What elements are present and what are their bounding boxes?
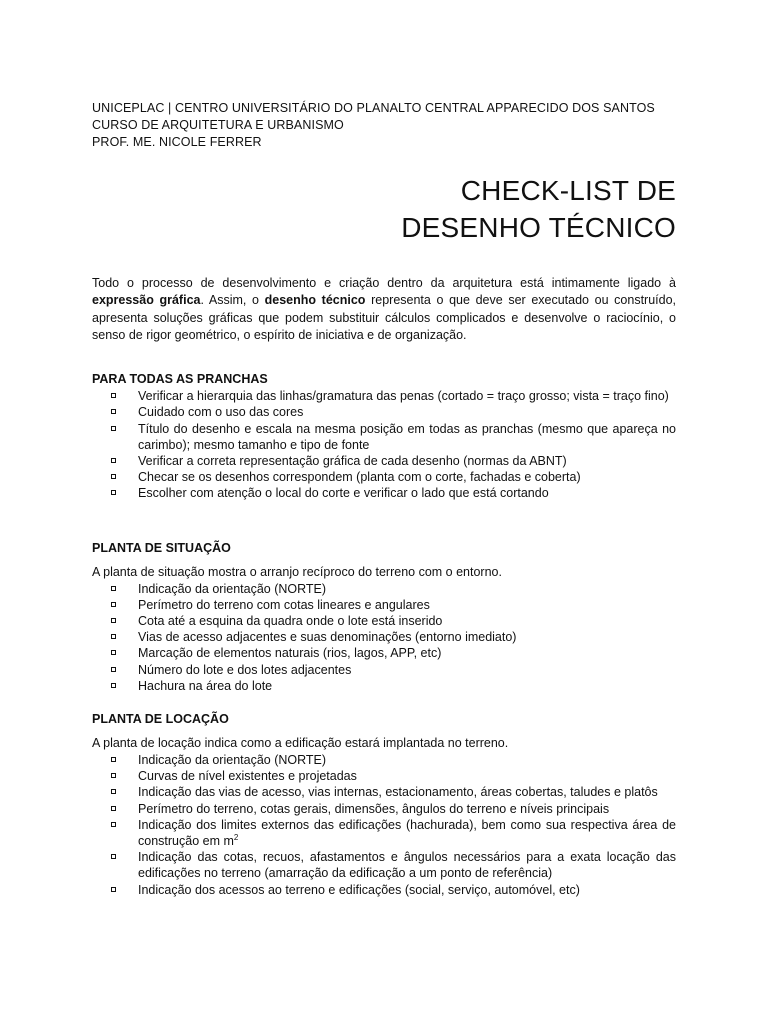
list-item-text: Número do lote e dos lotes adjacentes <box>138 662 352 677</box>
checkbox-icon <box>111 634 116 639</box>
list-item-text: Cuidado com o uso das cores <box>138 405 304 420</box>
section-heading-planta-locacao: PLANTA DE LOCAÇÃO <box>92 712 229 727</box>
list-item <box>92 849 676 881</box>
checkbox-icon <box>111 602 116 607</box>
list-item-text: Marcação de elementos naturais (rios, lagos, APP, etc) <box>138 646 442 661</box>
list-item-text: Cota até a esquina da quadra onde o lote está inserido <box>138 614 443 629</box>
title-line-2: DESENHO TÉCNICO <box>401 212 676 243</box>
checkbox-icon <box>111 650 116 655</box>
list-item-text: Perímetro do terreno, cotas gerais, dimensões, ângulos do terreno e níveis principais <box>138 801 610 816</box>
list-item <box>92 784 676 800</box>
list-item-text: Hachura na área do lote <box>138 678 273 693</box>
checkbox-icon <box>111 490 116 495</box>
intro-bold-2: desenho técnico <box>264 293 366 308</box>
checkbox-icon <box>111 789 116 794</box>
checkbox-icon <box>111 458 116 463</box>
list-item-text: Indicação da orientação (NORTE) <box>138 753 327 768</box>
checkbox-icon <box>111 618 116 623</box>
checkbox-icon <box>111 773 116 778</box>
header-professor: PROF. ME. NICOLE FERRER <box>92 135 262 149</box>
checklist-planta-locacao <box>92 752 676 898</box>
header-course: CURSO DE ARQUITETURA E URBANISMO <box>92 118 344 132</box>
list-item-text: Indicação da orientação (NORTE) <box>138 581 327 596</box>
checklist-todas-pranchas <box>92 388 676 501</box>
list-item <box>92 597 676 613</box>
section-heading-todas-pranchas: PARA TODAS AS PRANCHAS <box>92 372 268 387</box>
title-line-1: CHECK-LIST DE <box>460 175 676 206</box>
list-item <box>92 629 676 645</box>
list-item-text: Indicação das cotas, recuos, afastamentos e ângulos necessários para a exata locação das edificações no terreno (amarração da edificação a um ponto de referência) <box>138 850 676 881</box>
section-description-planta-situacao: A planta de situação mostra o arranjo recíproco do terreno com o entorno. <box>92 564 502 579</box>
superscript-squared: 2 <box>233 832 239 842</box>
checklist-planta-situacao <box>92 581 676 694</box>
list-item-text: Escolher com atenção o local do corte e verificar o lado que está cortando <box>138 486 549 501</box>
list-item <box>92 469 676 485</box>
checkbox-icon <box>111 426 116 431</box>
intro-bold-1: expressão gráfica <box>92 293 201 308</box>
checkbox-icon <box>111 409 116 414</box>
document-title <box>92 172 676 246</box>
list-item <box>92 645 676 661</box>
list-item-text: Perímetro do terreno com cotas lineares e angulares <box>138 597 430 612</box>
checkbox-icon <box>111 822 116 827</box>
list-item <box>92 882 676 898</box>
list-item-text: Indicação dos limites externos das edificações (hachurada), bem como sua respectiva área de construção em m <box>138 817 676 849</box>
checkbox-icon <box>111 887 116 892</box>
intro-text-2: . Assim, o <box>200 293 265 308</box>
list-item <box>92 801 676 817</box>
list-item <box>92 817 676 849</box>
checkbox-icon <box>111 393 116 398</box>
checkbox-icon <box>111 757 116 762</box>
list-item <box>92 485 676 501</box>
list-item-text: Verificar a hierarquia das linhas/gramatura das penas (cortado = traço grosso; vista = traço fino) <box>138 389 669 404</box>
list-item-text: Indicação das vias de acesso, vias internas, estacionamento, áreas cobertas, taludes e platôs <box>138 785 658 800</box>
header-institution: UNICEPLAC | CENTRO UNIVERSITÁRIO DO PLANALTO CENTRAL APPARECIDO DOS SANTOS <box>92 101 655 115</box>
checkbox-icon <box>111 683 116 688</box>
list-item-text: Título do desenho e escala na mesma posição em todas as pranchas (mesmo que apareça no carimbo); mesmo tamanho e tipo de fonte <box>138 421 676 452</box>
checkbox-icon <box>111 806 116 811</box>
list-item <box>92 662 676 678</box>
list-item-text: Curvas de nível existentes e projetadas <box>138 769 357 784</box>
checkbox-icon <box>111 586 116 591</box>
list-item-text: Checar se os desenhos correspondem (planta com o corte, fachadas e coberta) <box>138 470 581 485</box>
list-item <box>92 768 676 784</box>
list-item <box>92 752 676 768</box>
list-item <box>92 613 676 629</box>
list-item <box>92 678 676 694</box>
list-item <box>92 453 676 469</box>
intro-paragraph <box>92 275 676 344</box>
intro-text-3: representa o que deve ser executado ou construído, apresenta soluções gráficas que podem substituir cálculos complicados e desenvolve o raciocínio, o senso de rigor geométrico, o espírito de iniciativa e de organização. <box>92 293 677 342</box>
intro-text-1: Todo o processo de desenvolvimento e criação dentro da arquitetura está intimamente ligado à <box>92 276 676 290</box>
checkbox-icon <box>111 854 116 859</box>
list-item <box>92 388 676 404</box>
list-item <box>92 421 676 453</box>
section-heading-planta-situacao: PLANTA DE SITUAÇÃO <box>92 540 231 555</box>
list-item <box>92 581 676 597</box>
document-header <box>92 100 676 151</box>
section-description-planta-locacao: A planta de locação indica como a edificação estará implantada no terreno. <box>92 736 509 751</box>
list-item-text: Vias de acesso adjacentes e suas denominações (entorno imediato) <box>138 630 517 645</box>
list-item <box>92 404 676 420</box>
list-item-text: Indicação dos acessos ao terreno e edificações (social, serviço, automóvel, etc) <box>138 882 580 897</box>
list-item-text: Verificar a correta representação gráfica de cada desenho (normas da ABNT) <box>138 454 567 468</box>
checkbox-icon <box>111 667 116 672</box>
checkbox-icon <box>111 474 116 479</box>
